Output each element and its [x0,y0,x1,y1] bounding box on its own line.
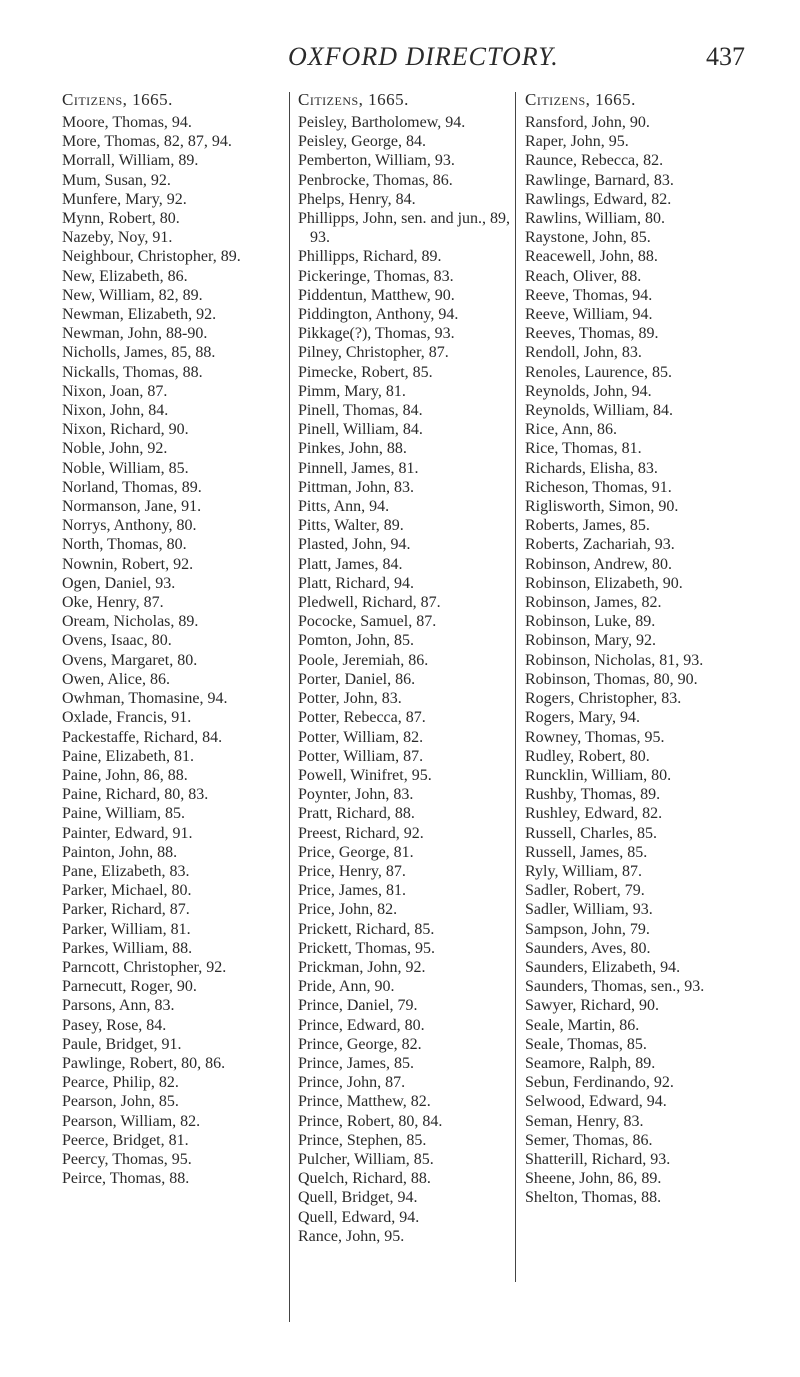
page-number: 437 [706,42,745,71]
directory-entry: Seale, Thomas, 85. [525,1035,647,1053]
directory-entry: Potter, John, 83. [298,690,402,708]
directory-entry: Pratt, Richard, 88. [298,805,415,823]
directory-entry: Platt, Richard, 94. [298,574,414,592]
directory-entry: Pinell, Thomas, 84. [298,402,423,420]
entry-list [525,113,772,1208]
directory-entry: Raunce, Rebecca, 82. [525,152,664,170]
directory-entry: Newman, Elizabeth, 92. [62,306,217,324]
directory-entry: Moore, Thomas, 94. [62,114,192,131]
directory-entry: Owen, Alice, 86. [62,670,170,688]
directory-entry: Pearce, Philip, 82. [62,1074,179,1092]
directory-entry: Rushley, Edward, 82. [525,805,663,823]
directory-entry: Paine, William, 85. [62,805,186,823]
directory-entry: Pimm, Mary, 81. [298,382,406,400]
directory-entry: Pinnell, James, 81. [298,459,419,477]
directory-entry: Pearson, William, 82. [62,1112,201,1130]
directory-entry: Plasted, John, 94. [298,536,411,554]
directory-entry: Parker, Richard, 87. [62,901,190,919]
directory-entry: Poynter, John, 83. [298,786,414,804]
directory-entry: Pulcher, William, 85. [298,1150,434,1168]
directory-entry: Price, James, 81. [298,882,406,900]
entry-list [62,113,284,1188]
directory-entry: Prince, Daniel, 79. [298,997,418,1015]
directory-entry: Reeve, Thomas, 94. [525,286,653,304]
directory-entry: Robinson, Luke, 89. [525,613,656,631]
directory-entry: Preest, Richard, 92. [298,824,424,842]
directory-entry: Oxlade, Francis, 91. [62,709,192,727]
directory-entry: Neighbour, Christopher, 89. [62,248,241,266]
directory-entry: Norland, Thomas, 89. [62,478,202,496]
directory-entry: Rogers, Mary, 94. [525,709,640,727]
directory-entry: Potter, Rebecca, 87. [298,709,426,727]
directory-entry: Selwood, Edward, 94. [525,1093,667,1111]
directory-entry: Pitts, Ann, 94. [298,498,390,516]
directory-entry: Pilney, Christopher, 87. [298,344,449,362]
directory-entry: Paine, Elizabeth, 81. [62,747,194,765]
directory-entry: Richeson, Thomas, 91. [525,478,672,496]
directory-entry: Porter, Daniel, 86. [298,670,416,688]
directory-entry: Prince, James, 85. [298,1054,414,1072]
directory-entry: Phillipps, John, sen. and jun., 89, 93. [298,210,511,247]
directory-entry: Rice, Ann, 86. [525,421,617,439]
directory-entry: Saunders, Aves, 80. [525,939,651,957]
directory-entry: Owhman, Thomasine, 94. [62,690,228,708]
column-heading: Citizens, 1665. [62,90,173,109]
directory-entry: Pemberton, William, 93. [298,152,455,170]
directory-entry: Paine, John, 86, 88. [62,766,188,784]
directory-entry: Raystone, John, 85. [525,229,651,247]
directory-entry: Quell, Bridget, 94. [298,1189,418,1207]
directory-entry: Roberts, Zachariah, 93. [525,536,675,554]
directory-entry: Platt, James, 84. [298,555,403,573]
directory-entry: Parnecutt, Roger, 90. [62,978,197,996]
directory-entry: Penbrocke, Thomas, 86. [298,171,453,189]
directory-entry: Pitts, Walter, 89. [298,517,404,535]
directory-entry: Phillipps, Richard, 89. [298,248,442,266]
column-2 [298,90,510,1360]
directory-entry: Sadler, Robert, 79. [525,882,645,900]
column-1 [62,90,284,1360]
directory-entry: Pococke, Samuel, 87. [298,613,437,631]
directory-entry: Pride, Ann, 90. [298,978,395,996]
directory-entry: Piddentun, Matthew, 90. [298,286,455,304]
directory-entry: Parkes, William, 88. [62,939,193,957]
directory-entry: Munfere, Mary, 92. [62,190,187,208]
directory-entry: Renoles, Laurence, 85. [525,363,673,381]
directory-entry: Packestaffe, Richard, 84. [62,728,223,746]
directory-entry: Reach, Oliver, 88. [525,267,642,285]
directory-entry: Potter, William, 87. [298,747,424,765]
directory-entry: Russell, Charles, 85. [525,824,657,842]
directory-entry: Nownin, Robert, 92. [62,555,194,573]
column-3 [525,90,772,1360]
directory-entry: Robinson, James, 82. [525,594,662,612]
directory-entry: Reynolds, William, 84. [525,402,673,420]
directory-entry: Sawyer, Richard, 90. [525,997,659,1015]
directory-entry: Sheene, John, 86, 89. [525,1170,662,1188]
directory-entry: Phelps, Henry, 84. [298,190,416,208]
directory-entry: Nazeby, Noy, 91. [62,229,173,247]
directory-entry: Quelch, Richard, 88. [298,1170,431,1188]
directory-entry: Peerce, Bridget, 81. [62,1131,189,1149]
directory-entry: Peirce, Thomas, 88. [62,1170,190,1188]
directory-entry: More, Thomas, 82, 87, 94. [62,133,232,151]
directory-entry: Sebun, Ferdinando, 92. [525,1074,674,1092]
column-divider [289,92,290,1322]
column-divider [515,92,516,1282]
directory-entry: Rushby, Thomas, 89. [525,786,661,804]
directory-entry: New, William, 82, 89. [62,286,203,304]
directory-entry: Prince, Edward, 80. [298,1016,425,1034]
directory-entry: Nixon, Richard, 90. [62,421,189,439]
directory-entry: Saunders, Thomas, sen., 93. [525,978,705,996]
directory-entry: Ovens, Isaac, 80. [62,632,172,650]
directory-entry: Paine, Richard, 80, 83. [62,786,209,804]
directory-entry: Ovens, Margaret, 80. [62,651,198,669]
directory-entry: Mum, Susan, 92. [62,171,171,189]
directory-entry: Peercy, Thomas, 95. [62,1150,192,1168]
directory-entry: Prickman, John, 92. [298,958,426,976]
directory-entry: Reeve, William, 94. [525,306,653,324]
directory-entry: Reacewell, John, 88. [525,248,658,266]
directory-entry: Pasey, Rose, 84. [62,1016,167,1034]
directory-entry: Mynn, Robert, 80. [62,210,180,228]
directory-entry: Robinson, Mary, 92. [525,632,656,650]
directory-entry: Sampson, John, 79. [525,920,650,938]
directory-entry: Seale, Martin, 86. [525,1016,640,1034]
directory-entry: Ryly, William, 87. [525,862,642,880]
directory-entry: Prickett, Thomas, 95. [298,939,436,957]
directory-entry: North, Thomas, 80. [62,536,187,554]
directory-entry: Oream, Nicholas, 89. [62,613,199,631]
directory-entry: Pawlinge, Robert, 80, 86. [62,1054,226,1072]
directory-entry: Prince, Matthew, 82. [298,1093,431,1111]
directory-entry: Potter, William, 82. [298,728,424,746]
directory-entry: Pikkage(?), Thomas, 93. [298,325,455,343]
directory-entry: Runcklin, William, 80. [525,766,672,784]
directory-entry: Normanson, Jane, 91. [62,498,202,516]
directory-entry: Noble, William, 85. [62,459,189,477]
directory-columns [62,90,772,1360]
directory-entry: Reynolds, John, 94. [525,382,652,400]
directory-entry: Robinson, Andrew, 80. [525,555,672,573]
directory-entry: Norrys, Anthony, 80. [62,517,197,535]
directory-entry: Rance, John, 95. [298,1227,405,1245]
directory-entry: New, Elizabeth, 86. [62,267,188,285]
directory-entry: Pickeringe, Thomas, 83. [298,267,454,285]
directory-entry: Oke, Henry, 87. [62,594,164,612]
directory-entry: Pledwell, Richard, 87. [298,594,441,612]
directory-entry: Price, John, 82. [298,901,398,919]
running-title: OXFORD DIRECTORY. [288,42,559,71]
directory-entry: Raper, John, 95. [525,133,629,151]
page-header [0,42,800,82]
directory-entry: Rawlings, Edward, 82. [525,190,672,208]
directory-entry: Painter, Edward, 91. [62,824,193,842]
directory-entry: Powell, Winifret, 95. [298,766,432,784]
column-heading: Citizens, 1665. [298,90,409,109]
entry-list [298,113,510,1246]
directory-entry: Parker, Michael, 80. [62,882,192,900]
directory-entry: Rogers, Christopher, 83. [525,690,682,708]
directory-entry: Morrall, William, 89. [62,152,199,170]
directory-entry: Shatterill, Richard, 93. [525,1150,671,1168]
directory-entry: Nicholls, James, 85, 88. [62,344,216,362]
directory-entry: Parker, William, 81. [62,920,191,938]
directory-entry: Noble, John, 92. [62,440,168,458]
directory-entry: Pittman, John, 83. [298,478,415,496]
directory-entry: Nickalls, Thomas, 88. [62,363,203,381]
directory-entry: Prickett, Richard, 85. [298,920,435,938]
directory-entry: Riglisworth, Simon, 90. [525,498,679,516]
directory-entry: Roberts, James, 85. [525,517,650,535]
directory-entry: Pinell, William, 84. [298,421,423,439]
directory-entry: Pinkes, John, 88. [298,440,407,458]
directory-entry: Paule, Bridget, 91. [62,1035,182,1053]
directory-entry: Prince, Robert, 80, 84. [298,1112,443,1130]
directory-entry: Robinson, Thomas, 80, 90. [525,670,698,688]
directory-entry: Peisley, Bartholomew, 94. [298,114,466,131]
directory-entry: Seamore, Ralph, 89. [525,1054,656,1072]
directory-entry: Pimecke, Robert, 85. [298,363,433,381]
directory-entry: Rawlinge, Barnard, 83. [525,171,674,189]
directory-entry: Richards, Elisha, 83. [525,459,658,477]
directory-entry: Piddington, Anthony, 94. [298,306,459,324]
directory-entry: Sadler, William, 93. [525,901,653,919]
directory-entry: Rendoll, John, 83. [525,344,642,362]
directory-entry: Rawlins, William, 80. [525,210,665,228]
directory-entry: Nixon, John, 84. [62,402,169,420]
directory-entry: Nixon, Joan, 87. [62,382,168,400]
directory-entry: Peisley, George, 84. [298,133,426,151]
directory-entry: Newman, John, 88-90. [62,325,208,343]
directory-entry: Quell, Edward, 94. [298,1208,420,1226]
directory-entry: Poole, Jeremiah, 86. [298,651,429,669]
directory-entry: Shelton, Thomas, 88. [525,1189,662,1207]
directory-entry: Price, Henry, 87. [298,862,406,880]
directory-entry: Painton, John, 88. [62,843,178,861]
column-heading: Citizens, 1665. [525,90,636,109]
directory-entry: Seman, Henry, 83. [525,1112,644,1130]
directory-entry: Pomton, John, 85. [298,632,415,650]
directory-entry: Ogen, Daniel, 93. [62,574,176,592]
directory-entry: Price, George, 81. [298,843,414,861]
directory-entry: Russell, James, 85. [525,843,648,861]
directory-entry: Saunders, Elizabeth, 94. [525,958,681,976]
directory-entry: Reeves, Thomas, 89. [525,325,659,343]
directory-entry: Rowney, Thomas, 95. [525,728,665,746]
directory-entry: Parsons, Ann, 83. [62,997,175,1015]
directory-entry: Pearson, John, 85. [62,1093,179,1111]
directory-entry: Semer, Thomas, 86. [525,1131,653,1149]
directory-entry: Parncott, Christopher, 92. [62,958,227,976]
directory-entry: Prince, Stephen, 85. [298,1131,427,1149]
directory-entry: Rice, Thomas, 81. [525,440,642,458]
directory-entry: Ransford, John, 90. [525,114,650,131]
directory-entry: Robinson, Elizabeth, 90. [525,574,683,592]
directory-entry: Robinson, Nicholas, 81, 93. [525,651,704,669]
directory-entry: Pane, Elizabeth, 83. [62,862,190,880]
directory-entry: Prince, George, 82. [298,1035,422,1053]
directory-entry: Prince, John, 87. [298,1074,406,1092]
directory-entry: Rudley, Robert, 80. [525,747,650,765]
